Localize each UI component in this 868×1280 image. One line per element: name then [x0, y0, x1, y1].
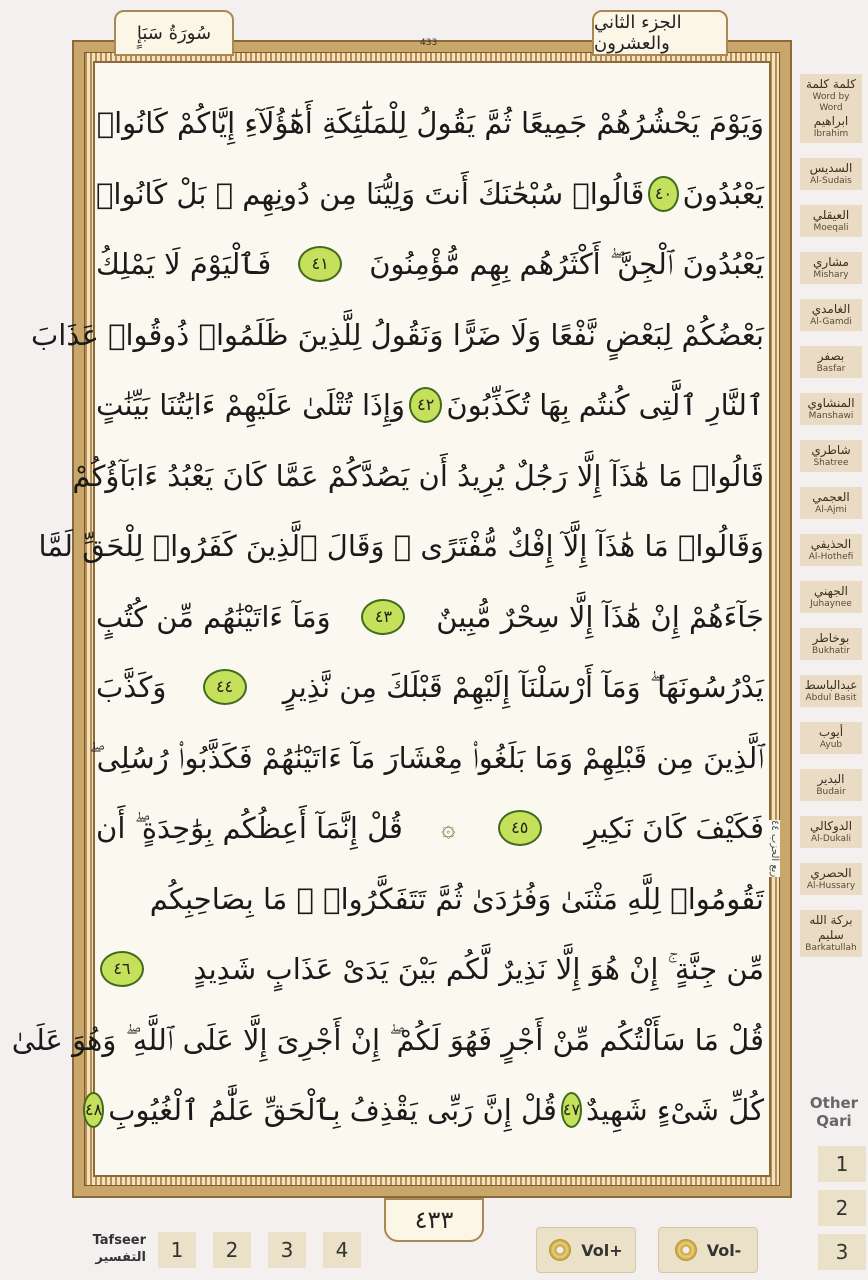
- volume-up-label: Vol+: [581, 1240, 623, 1260]
- qari-label-ar: مشاري: [813, 255, 849, 269]
- qari-label-ar: بوخاطر: [812, 631, 850, 645]
- ayah-number-marker[interactable]: ٤١: [298, 246, 342, 282]
- qari-label-en: Bukhatir: [811, 646, 851, 656]
- text-line[interactable]: [89, 723, 764, 794]
- text-line[interactable]: [96, 159, 764, 230]
- ayah-number-marker[interactable]: ٤٧: [561, 1092, 582, 1128]
- verse-text[interactable]: ٱلَّذِينَ مِن قَبْلِهِمْ وَمَا بَلَغُوا۟ مِعْشَارَ مَآ ءَاتَيْنَٰهُمْ فَكَذَّبُوا۟ رُسُلِى ۖ: [89, 740, 764, 775]
- qari-label-ar: بصفر: [817, 349, 845, 363]
- qari-label-ar: العجمي: [812, 490, 850, 504]
- qari-button-juhaynee[interactable]: [800, 581, 862, 613]
- ayah-number-marker[interactable]: ٤٦: [100, 951, 144, 987]
- verse-text[interactable]: يَدْرُسُونَهَا ۖ وَمَآ أَرْسَلْنَآ إِلَيْهِمْ قَبْلَكَ مِن نَّذِيرٍ: [282, 670, 764, 705]
- text-line[interactable]: [38, 511, 764, 582]
- qari-label-en: Manshawi: [808, 411, 854, 421]
- qari-button-al-sudais[interactable]: [800, 158, 862, 190]
- verse-text[interactable]: جَآءَهُمْ إِنْ هَٰذَآ إِلَّا سِحْرٌ مُّبِينٌ: [436, 599, 764, 634]
- ayah-number-marker[interactable]: ٤٨: [83, 1092, 104, 1128]
- qari-button-moeqali[interactable]: [800, 205, 862, 237]
- tafseer-label: [86, 1232, 146, 1266]
- ayah-number-marker[interactable]: ٤٠: [648, 176, 678, 212]
- ayah-number-marker[interactable]: ٤٤: [203, 669, 247, 705]
- verse-text[interactable]: مِّن جِنَّةٍ ۚ إِنْ هُوَ إِلَّا نَذِيرٌ لَّكُم بَيْنَ يَدَىْ عَذَابٍ شَدِيدٍ: [193, 952, 764, 987]
- qari-sidebar: [800, 74, 862, 972]
- verse-text[interactable]: وَكَذَّبَ: [96, 670, 167, 705]
- qari-button-al-gamdi[interactable]: [800, 299, 862, 331]
- qari-label-ar: كلمة كلمة: [806, 77, 856, 91]
- volume-down-button[interactable]: [658, 1227, 758, 1273]
- qari-label-en: Al-Gamdi: [810, 317, 852, 327]
- qari-button-mishary[interactable]: [800, 252, 862, 284]
- verse-text[interactable]: تَقُومُوا۟ لِلَّهِ مَثْنَىٰ وَفُرَٰدَىٰ ثُمَّ تَتَفَكَّرُوا۟ ۚ مَا بِصَاحِبِكُم: [149, 881, 764, 916]
- quran-text[interactable]: [11, 88, 764, 1146]
- qari-label-en: Ayub: [819, 740, 843, 750]
- qari-button-manshawi[interactable]: [800, 393, 862, 425]
- verse-text[interactable]: وَمَآ ءَاتَيْنَٰهُم مِّن كُتُبٍ: [96, 599, 331, 634]
- qari-label-en: Moeqali: [813, 223, 849, 233]
- disc-icon: [675, 1239, 697, 1261]
- verse-text[interactable]: فَكَيْفَ كَانَ نَكِيرِ: [584, 811, 764, 846]
- qari-button-ayub[interactable]: [800, 722, 862, 754]
- verse-text[interactable]: بَعْضُكُمْ لِبَعْضٍ نَّفْعًا وَلَا ضَرًّا وَنَقُولُ لِلَّذِينَ ظَلَمُوا۟ ذُوقُوا۟ عَذَابَ: [31, 317, 764, 352]
- qari-button-al-hussary[interactable]: [800, 863, 862, 895]
- volume-down-label: Vol-: [706, 1240, 742, 1260]
- text-line[interactable]: [96, 582, 764, 653]
- qari-label-ar: أيوب: [818, 725, 844, 739]
- other-qari-label: Other Qari: [809, 1094, 859, 1130]
- qari-label-en: Al-Dukali: [810, 834, 852, 844]
- qari-button-al-dukali[interactable]: [800, 816, 862, 848]
- qari-button-al-ajmi[interactable]: [800, 487, 862, 519]
- verse-text[interactable]: قَالُوا۟ سُبْحَٰنَكَ أَنتَ وَلِيُّنَا مِن دُونِهِم ۖ بَلْ كَانُوا۟: [96, 176, 645, 211]
- tafseer-label-ar: التفسير: [95, 1250, 146, 1265]
- qari-label-ar: العيقلي: [812, 208, 850, 222]
- verse-text[interactable]: كُلِّ شَىْءٍ شَهِيدٌ: [586, 1093, 764, 1128]
- tafseer-4-button[interactable]: 4: [323, 1232, 361, 1268]
- rub-el-hizb-icon: ۞: [441, 814, 456, 843]
- text-line[interactable]: [85, 1075, 764, 1146]
- ayah-number-marker[interactable]: ٤٥: [498, 810, 542, 846]
- tafseer-3-button[interactable]: 3: [268, 1232, 306, 1268]
- qari-label-ar: عبدالباسط: [804, 678, 858, 692]
- qari-button-bukhatir[interactable]: [800, 628, 862, 660]
- qari-label-en: Word by Word: [812, 92, 850, 113]
- qari-button-word-by-word[interactable]: [800, 74, 862, 143]
- juz-header: الجزء الثاني والعشرون: [592, 10, 728, 56]
- qari-label-en: Abdul Basit: [805, 693, 857, 703]
- qari-label-ar: البدير: [817, 772, 845, 786]
- qari-label-en: Juhaynee: [810, 599, 852, 609]
- disc-icon: [549, 1239, 571, 1261]
- verse-text[interactable]: وَقَالُوا۟ مَا هَٰذَآ إِلَّآ إِفْكٌ مُّفْتَرًى ۚ وَقَالَ ٱلَّذِينَ كَفَرُوا۟ لِلْحَقِّ لَمَّا: [38, 529, 764, 564]
- qari-button-shatree[interactable]: [800, 440, 862, 472]
- qari-label-en: Budair: [816, 787, 846, 797]
- text-line[interactable]: [31, 300, 764, 371]
- verse-text[interactable]: قَالُوا۟ مَا هَٰذَآ إِلَّا رَجُلٌ يُرِيدُ أَن يَصُدَّكُمْ عَمَّا كَانَ يَعْبُدُ ءَابَآؤُكُمْ: [72, 458, 764, 493]
- verse-text[interactable]: يَعْبُدُونَ: [682, 176, 764, 211]
- qari-label-ar: شاطري: [811, 443, 851, 457]
- text-line[interactable]: [96, 864, 764, 935]
- qari-label-ar: الدوكالي: [809, 819, 853, 833]
- qari-label-ar: الغامدي: [811, 302, 851, 316]
- ayah-number-marker[interactable]: ٤٢: [409, 387, 442, 423]
- verse-text[interactable]: يَعْبُدُونَ ٱلْجِنَّ ۖ أَكْثَرُهُم بِهِم مُّؤْمِنُونَ: [369, 247, 764, 282]
- tafseer-1-button[interactable]: 1: [158, 1232, 196, 1268]
- qari-label-en: Al-Sudais: [810, 176, 852, 186]
- qari-label-en: Al-Hussary: [806, 881, 856, 891]
- qari-label-en: Basfar: [816, 364, 846, 374]
- surah-name-header: سُورَةُ سَبَإٍ: [114, 10, 234, 56]
- qari-label-ar: المنشاوي: [807, 396, 855, 410]
- qari-button-abdul-basit[interactable]: [800, 675, 862, 707]
- qari-label-en: Shatree: [813, 458, 849, 468]
- tafseer-2-button[interactable]: 2: [213, 1232, 251, 1268]
- other-qari-3-button[interactable]: 3: [818, 1234, 866, 1270]
- text-line[interactable]: [96, 652, 764, 723]
- verse-text[interactable]: فَٱلْيَوْمَ لَا يَمْلِكُ: [96, 247, 272, 282]
- qari-label-ar: الجهني: [814, 584, 848, 598]
- verse-text[interactable]: قُلْ إِنَّمَآ أَعِظُكُم بِوَٰحِدَةٍ ۖ أَن: [96, 811, 403, 846]
- qari-button-budair[interactable]: [800, 769, 862, 801]
- volume-up-button[interactable]: [536, 1227, 636, 1273]
- text-line[interactable]: [96, 793, 764, 864]
- qari-label-ar: بركة الله سليم: [809, 913, 853, 942]
- page-number: ٤٣٣: [384, 1198, 484, 1242]
- text-line[interactable]: [96, 229, 764, 300]
- text-line[interactable]: [96, 88, 764, 159]
- text-line[interactable]: [96, 370, 764, 441]
- text-line[interactable]: [72, 441, 764, 512]
- qari-label-en2: Ibrahim: [813, 129, 849, 139]
- qari-label-en: Mishary: [813, 270, 849, 280]
- verse-text[interactable]: وَيَوْمَ يَحْشُرُهُمْ جَمِيعًا ثُمَّ يَقُولُ لِلْمَلَٰٓئِكَةِ أَهَٰٓؤُلَآءِ إِيَّاكُمْ كَانُوا۟: [96, 106, 764, 141]
- other-qari-1-button[interactable]: 1: [818, 1146, 866, 1182]
- qari-label-ar: الحذيفي: [810, 537, 852, 551]
- text-line[interactable]: [11, 1005, 764, 1076]
- qari-label-ar: الحصري: [810, 866, 852, 880]
- verse-text[interactable]: وَإِذَا تُتْلَىٰ عَلَيْهِمْ ءَايَٰتُنَا بَيِّنَٰتٍ: [96, 388, 405, 423]
- other-qari-2-button[interactable]: 2: [818, 1190, 866, 1226]
- qari-button-al-hothefi[interactable]: [800, 534, 862, 566]
- hizb-marker: ربع الحزب ٤٤: [769, 820, 780, 878]
- qari-label-en: Barkatullah: [805, 943, 857, 953]
- qari-button-basfar[interactable]: [800, 346, 862, 378]
- qari-label-en: Al-Ajmi: [815, 505, 847, 515]
- page-number-small: 433: [420, 38, 438, 48]
- qari-label-ar: السديس: [809, 161, 853, 175]
- text-line[interactable]: [96, 934, 764, 1005]
- tafseer-label-en: Tafseer: [92, 1233, 146, 1248]
- ayah-number-marker[interactable]: ٤٣: [361, 599, 405, 635]
- qari-label-en: Al-Hothefi: [808, 552, 854, 562]
- qari-button-barkatullah[interactable]: [800, 910, 862, 957]
- verse-text[interactable]: ٱلنَّارِ ٱلَّتِى كُنتُم بِهَا تُكَذِّبُونَ: [446, 388, 764, 423]
- qari-label-ar2: ابراهيم: [813, 114, 849, 128]
- verse-text[interactable]: قُلْ إِنَّ رَبِّى يَقْذِفُ بِٱلْحَقِّ عَلَّٰمُ ٱلْغُيُوبِ: [108, 1093, 557, 1128]
- verse-text[interactable]: قُلْ مَا سَأَلْتُكُم مِّنْ أَجْرٍ فَهُوَ لَكُمْ ۖ إِنْ أَجْرِىَ إِلَّا عَلَى ٱللَّهِ ۖ وَهُوَ عَلَىٰ: [11, 1022, 764, 1057]
